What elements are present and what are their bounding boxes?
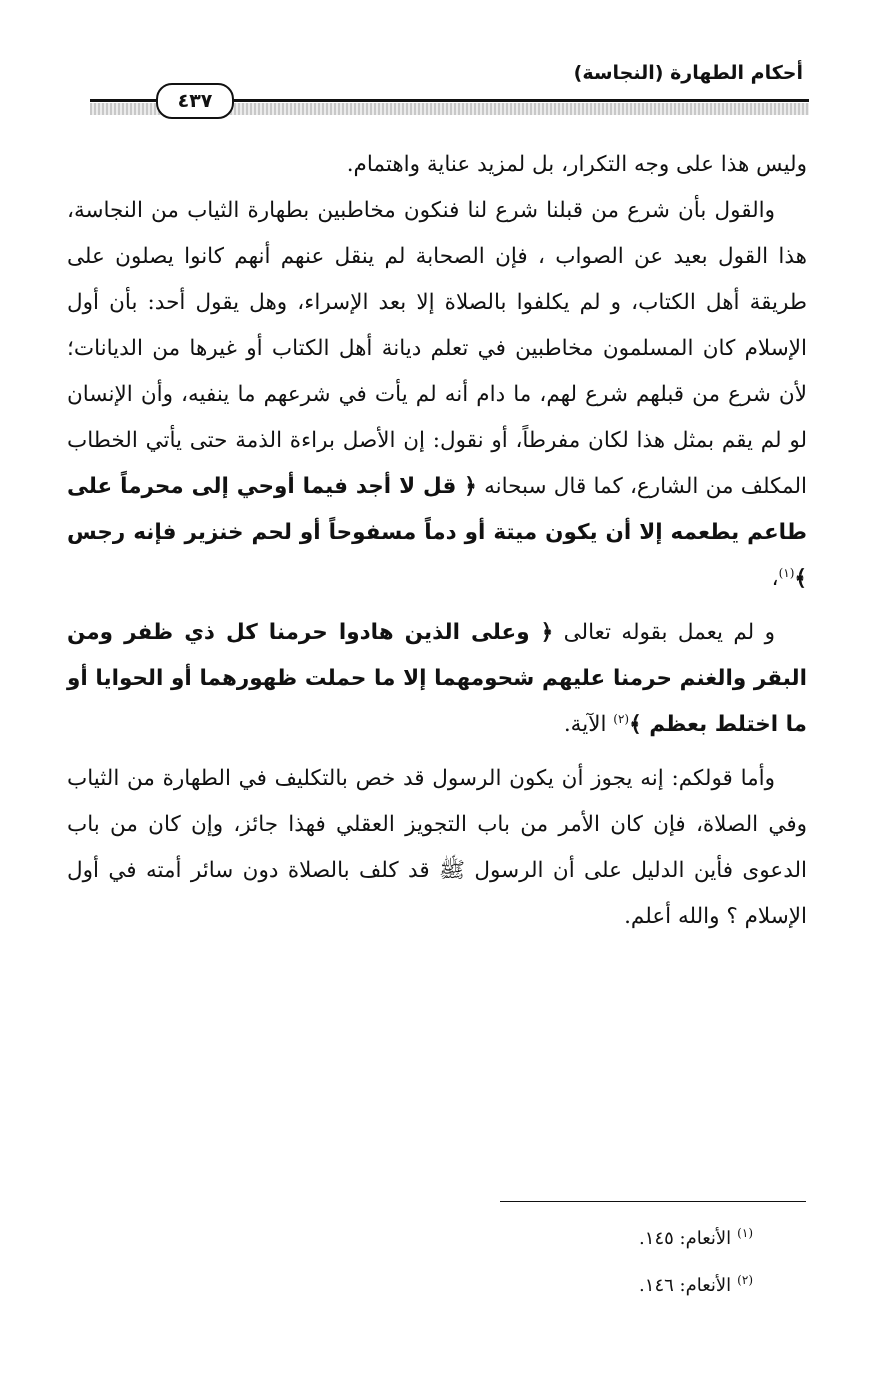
footnote-text: الأنعام: ١٤٥. [639,1228,732,1249]
footnote-mark: (٢) [737,1273,753,1287]
paragraph-text: وأما قولكم: إنه يجوز أن يكون الرسول قد خص بالتكليف في الطهارة من الثياب وفي الصلاة، فإن كان الأمر من باب التجويز العقلي فهذا جائز، وإن كان من باب الدعوى فأين الدليل على أن الرسول ﷺ قد كلف بالصلاة دون سائر أمته في أول الإسلام ؟ والله أعلم. [67,766,807,929]
paragraph [67,142,807,188]
footnote-reference: (١) [778,565,795,580]
footnote [639,1226,753,1249]
paragraph-text-after: الآية. [563,712,607,737]
body-text [67,142,807,940]
paragraph [67,610,807,748]
paragraph-text: وليس هذا على وجه التكرار، بل لمزيد عناية واهتمام. [346,152,807,177]
quran-quote: ﴿ وعلى الذين هادوا حرمنا كل ذي ظفر ومن البقر والغنم حرمنا عليهم شحومهما إلا ما حملت ظهورهما أو الحوايا أو ما اختلط بعظم ﴾ [67,620,807,737]
paragraph-text-after: ، [771,566,779,591]
paragraph [67,756,807,940]
page-number [156,83,234,119]
paragraph-text: و لم يعمل بقوله تعالى [563,620,775,645]
paragraph-text: والقول بأن شرع من قبلنا شرع لنا فنكون مخاطبين بطهارة الثياب من النجاسة، هذا القول بعيد عن الصواب ، فإن الصحابة لم ينقل عنهم أنهم كانوا يصلون على طريقة أهل الكتاب، و لم يكلفوا بالصلاة إلا بعد الإسراء، وهل يقول أحد: بأن أول الإسلام كان المسلمون مخاطبين في تعلم ديانة أهل الكتاب أو غيرها من الديانات؛ لأن شرع من قبلهم شرع لهم، ما دام أنه لم يأت في شرعهم ما ينفيه، وأن الإنسان لو لم يقم بمثل هذا لكان مفرطاً، أو نقول: إن الأصل براءة الذمة حتى يأتي الخطاب المكلف من الشارع، كما قال سبحانه [67,198,807,499]
paragraph [67,188,807,602]
quran-quote: ﴿ قل لا أجد فيما أوحي إلى محرماً على طاعم يطعمه إلا أن يكون ميتة أو دماً مسفوحاً أو لحم خنزير فإنه رجس ﴾ [67,474,807,591]
footnote-mark: (١) [737,1226,753,1240]
footnote-reference: (٢) [613,711,630,726]
running-title: أحكام الطهارة (النجاسة) [573,62,803,84]
footnote [639,1273,753,1296]
page-number-text: ٤٣٧ [177,90,213,112]
footnote-separator [500,1201,806,1202]
footnote-text: الأنعام: ١٤٦. [639,1275,732,1296]
